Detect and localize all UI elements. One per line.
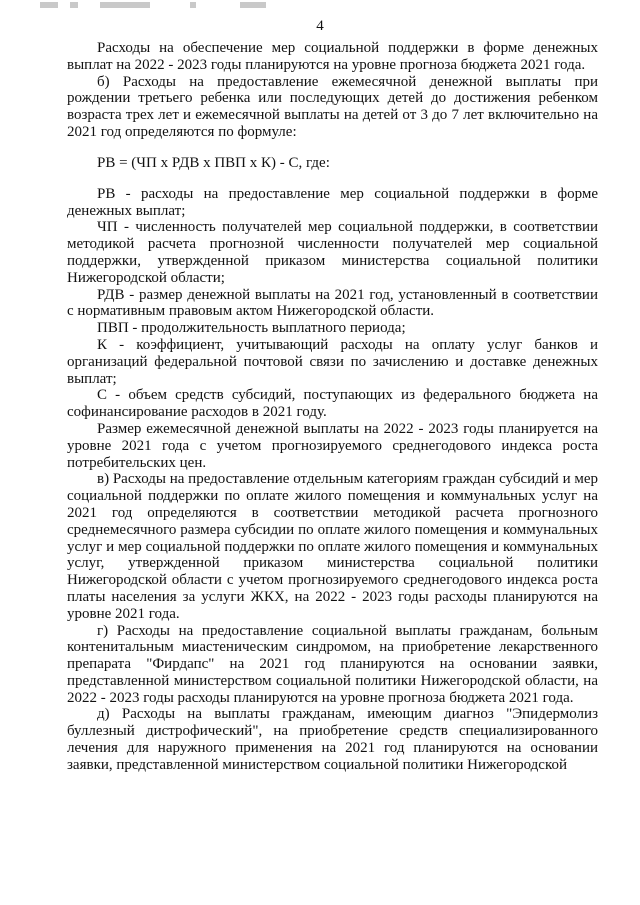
paragraph: Расходы на обеспечение мер социальной поддержки в форме денежных выплат на 2022 - 2023 годы планируются на уровне прогноза бюджета 2021 года. <box>67 40 598 73</box>
paragraph: РВ - расходы на предоставление мер социальной поддержки в форме денежных выплат; <box>67 185 598 219</box>
paragraph: ЧП - численность получателей мер социальной поддержки, в соответствии методикой расчета прогнозной численности получателей мер социальной поддержки, утвержденной приказом министерства социальной политики Нижегородской области; <box>67 219 598 286</box>
paragraph: ПВП - продолжительность выплатного периода; <box>97 320 406 337</box>
paragraph: РДВ - размер денежной выплаты на 2021 год, установленный в соответствии с нормативным правовым актом Нижегородской области. <box>67 286 598 320</box>
paragraph: в) Расходы на предоставление отдельным категориям граждан субсидий и мер социальной поддержки по оплате жилого помещения и коммунальных услуг на 2021 год определяются в соответствии методикой расчета прогнозного среднемесячного размера субсидии по оплате жилого помещения и коммунальных услуг и мер социальной поддержки по оплате жилого помещения и коммунальных услуг, утвержденной приказом министерства социальной политики Нижегородской области с учетом прогнозируемого среднегодового индекса роста платы населения за услуги ЖКХ, на 2022 - 2023 годы расходы планируются на уровне 2021 года. <box>67 471 599 622</box>
paragraph: К - коэффициент, учитывающий расходы на оплату услуг банков и организаций федеральной почтовой связи по зачислению и доставке денежных выплат; <box>67 336 598 387</box>
paragraph: Размер ежемесячной денежной выплаты на 2022 - 2023 годы планируется на уровне 2021 года с учетом прогнозируемого среднегодового индекса роста потребительских цен. <box>67 420 598 471</box>
paragraph: г) Расходы на предоставление социальной выплаты гражданам, больным контенитальным миастеническим синдромом, на приобретение лекарственного препарата "Фирдапс" на 2021 год планируются на основании заявки, представленной министерством социальной политики Нижегородской области, на 2022 - 2023 годы расходы планируются на уровне прогноза бюджета 2021 года. <box>67 622 598 706</box>
formula: РВ = (ЧП х РДВ х ПВП х К) - С, где: <box>97 154 330 171</box>
page-number: 4 <box>316 18 324 34</box>
paragraph: д) Расходы на выплаты гражданам, имеющим диагноз "Эпидермолиз буллезный дистрофический", на приобретение средств специализированного лечения для наружного применения на 2021 год планируются на основании заявки, представленной министерством социальной политики Нижегородской <box>67 706 598 773</box>
paragraph: б) Расходы на предоставление ежемесячной денежной выплаты при рождении третьего ребенка или последующих детей до достижения ребенком возраста трех лет и ежемесячной выплаты на детей от 3 до 7 лет включительно на 2021 год определяются по формуле: <box>67 73 598 140</box>
body-text <box>67 40 598 774</box>
scan-artifact <box>40 2 270 10</box>
paragraph: С - объем средств субсидий, поступающих из федерального бюджета на софинансирование расходов в 2021 году. <box>67 387 598 421</box>
